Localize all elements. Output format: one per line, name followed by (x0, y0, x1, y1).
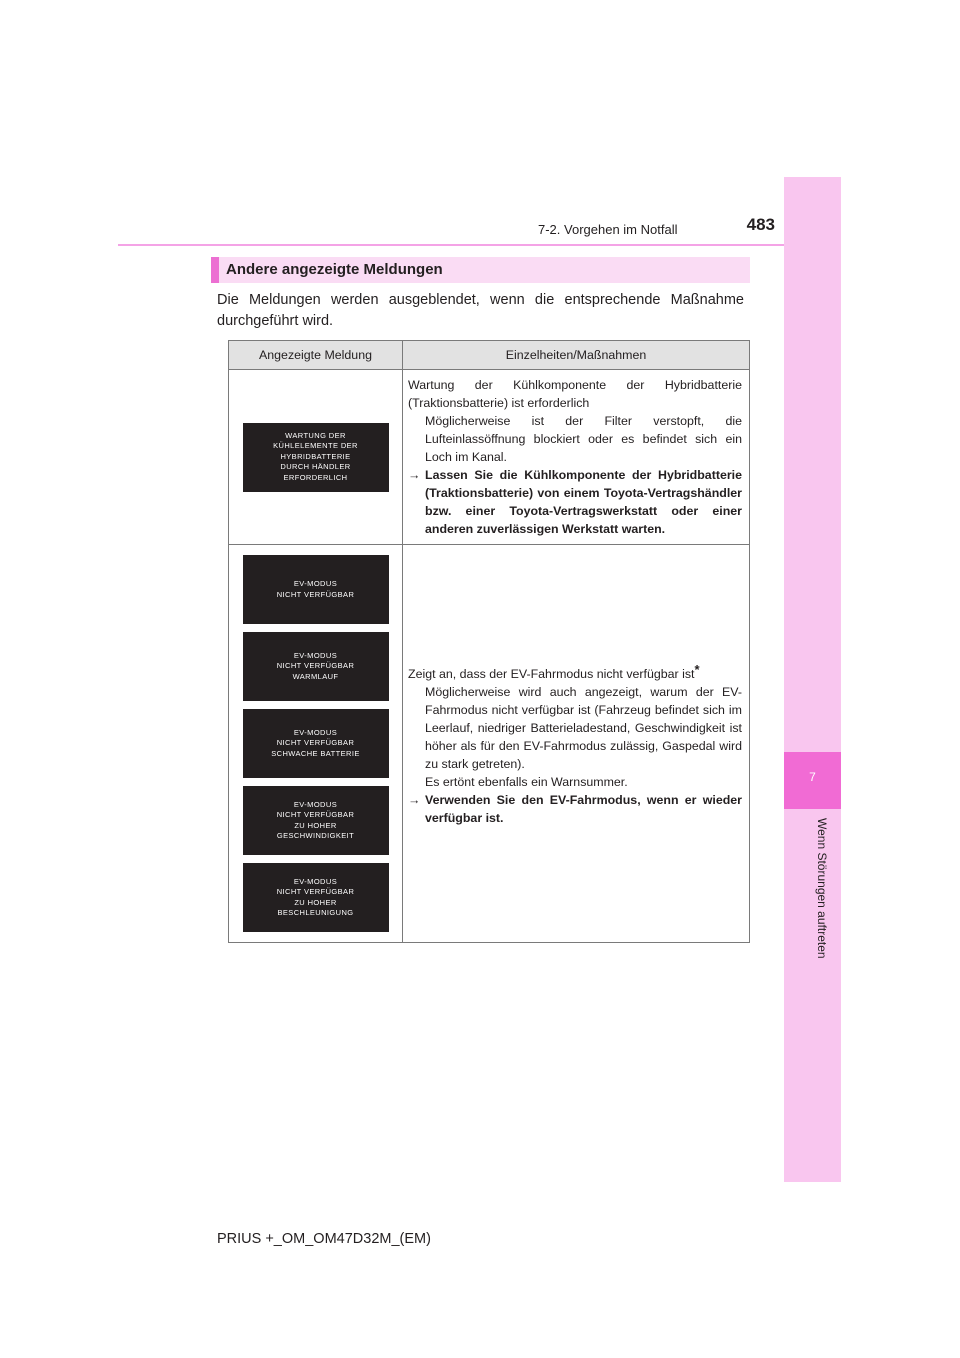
display-line: HYBRIDBATTERIE (280, 451, 351, 461)
column-header-details: Einzelheiten/Maßnahmen (403, 341, 750, 370)
table-row (229, 370, 750, 545)
display-line: ERFORDERLICH (283, 472, 348, 482)
display-message-ev-unavailable (243, 555, 389, 624)
detail-warning-buzzer: Es ertönt ebenfalls ein Warnsummer. (425, 774, 628, 789)
detail-description (408, 661, 742, 683)
display-line: EV-MODUS (293, 579, 338, 588)
detail-description: Wartung der Kühlkomponente der Hybridbatterie (Traktionsbatterie) ist erforderlich (408, 378, 742, 410)
display-line: NICHT VERFÜGBAR (276, 810, 355, 819)
section-heading: Andere angezeigte Meldungen (226, 261, 443, 278)
display-line: EV-MODUS (293, 650, 338, 660)
display-line: EV-MODUS (293, 876, 338, 886)
column-header-message: Angezeigte Meldung (229, 341, 403, 370)
document-footer: PRIUS +_OM_OM47D32M_(EM) (217, 1231, 431, 1247)
display-line: KÜHLELEMENTE DER (273, 441, 358, 451)
display-line: NICHT VERFÜGBAR (276, 661, 355, 671)
display-line: GESCHWINDIGKEIT (276, 831, 355, 840)
detail-cause: Möglicherweise wird auch angezeigt, warum der EV-Fahrmodus nicht verfügbar ist (Fahrzeug befindet sich im Leerlauf, niedriger Batterieladestand, Geschwindigkeit ist höher als für den EV-Fahrmodus zulässig, Gaspedal wird zu stark getreten). (425, 684, 742, 771)
intro-paragraph: Die Meldungen werden ausgeblendet, wenn die entsprechende Maßnahme durchgeführt wird. (217, 292, 744, 329)
section-heading-marker (211, 257, 219, 283)
page-number: 483 (746, 215, 775, 234)
detail-cause: Möglicherweise ist der Filter verstopft, die Lufteinlassöffnung blockiert oder es befindet sich ein Loch im Kanal. (425, 414, 742, 464)
display-line: WARMLAUF (292, 671, 339, 681)
arrow-icon: → (408, 792, 421, 807)
display-line: EV-MODUS (293, 799, 338, 809)
display-line: ZU HOHER (294, 897, 337, 907)
display-message-ev-warmup (243, 632, 389, 701)
arrow-icon: → (408, 468, 421, 482)
action-text: Lassen Sie die Kühlkomponente der Hybridbatterie (Traktionsbatterie) von einem Toyota-Vertragshändler bzw. einer Toyota-Vertragswerkstatt oder einer anderen zuverlässigen Werkstatt warten. (425, 468, 742, 536)
display-line: ZU HOHER (294, 820, 337, 830)
detail-action (408, 791, 742, 827)
display-message-cooling-maintenance (243, 423, 389, 492)
display-line: DURCH HÄNDLER (280, 462, 351, 472)
header-section-title: 7-2. Vorgehen im Notfall (538, 222, 678, 237)
display-line: NICHT VERFÜGBAR (276, 887, 355, 896)
display-message-ev-high-acceleration (243, 863, 389, 932)
description-text: Zeigt an, dass der EV-Fahrmodus nicht verfügbar ist (408, 666, 695, 681)
details-cell (403, 370, 750, 545)
chapter-title: Wenn Störungen auftreten (815, 818, 829, 959)
display-line: SCHWACHE BATTERIE (271, 748, 360, 758)
message-display-cell (229, 370, 403, 545)
messages-table (228, 340, 750, 943)
header-rule (118, 244, 841, 246)
display-line: NICHT VERFÜGBAR (276, 738, 355, 748)
action-text: Verwenden Sie den EV-Fahrmodus, wenn er wieder verfügbar ist. (425, 792, 742, 825)
display-line: WARTUNG DER (285, 430, 346, 440)
footnote-mark: * (694, 661, 700, 677)
chapter-number: 7 (809, 770, 816, 784)
display-line: NICHT VERFÜGBAR (276, 589, 355, 599)
display-message-ev-high-speed (243, 786, 389, 855)
message-display-cell (229, 545, 403, 943)
table-header-row (229, 341, 750, 370)
detail-action (408, 466, 742, 538)
display-line: EV-MODUS (293, 727, 338, 737)
details-cell (403, 545, 750, 943)
chapter-side-tab (784, 177, 841, 1182)
display-line: BESCHLEUNIGUNG (277, 908, 354, 917)
table-row (229, 545, 750, 943)
display-message-ev-low-battery (243, 709, 389, 778)
